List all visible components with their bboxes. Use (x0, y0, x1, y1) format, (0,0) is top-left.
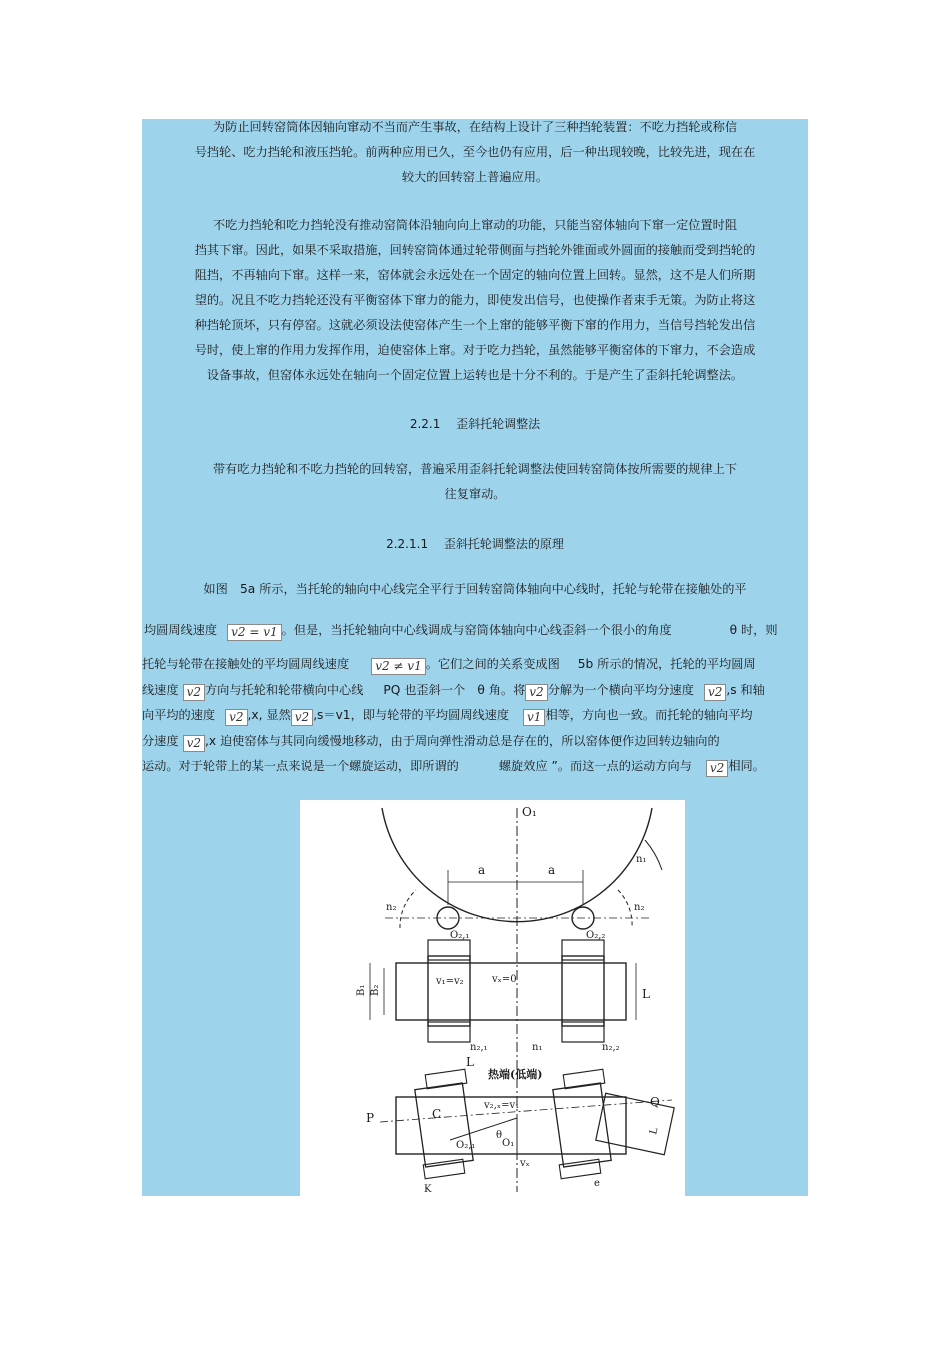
label-b2: B₂ (370, 984, 381, 996)
label-n21: n₂,₁ (470, 1042, 488, 1053)
rotation-arrow-right (618, 890, 632, 928)
text-segment: ,s＝v1，即与轮带的平均圆周线速度 (313, 708, 510, 722)
text-segment: 均圆周线速度 (144, 623, 218, 637)
paragraph-1-line-3: 较大的回转窑上普遍应用。 (401, 170, 549, 184)
paragraph-4-line-3 (142, 656, 756, 675)
rotation-arrow-left (400, 890, 416, 928)
label-c: C (432, 1107, 442, 1121)
label-e: e (594, 1178, 600, 1189)
label-o1-b: O₁ (502, 1138, 515, 1149)
paragraph-2-line-6: 号时，使上窜的作用力发挥作用，迫使窑体上窜。对于吃力挡轮，虽然能够平衡窑体的下窜力，不会造成 (194, 343, 756, 357)
formula-v2: v2 (291, 709, 313, 726)
label-l-right: L (642, 987, 650, 1001)
pq-line (380, 1100, 672, 1122)
roller-body-right (562, 956, 604, 1026)
text-segment: 相同。 (728, 759, 765, 773)
label-a-left: a (478, 863, 486, 877)
text-segment: 方向与托轮和轮带横向中心线 (204, 683, 364, 697)
label-o22: O₂,₂ (586, 930, 606, 941)
label-n1-mid: n₁ (532, 1042, 543, 1053)
formula-v2: v2 (704, 684, 726, 701)
label-v1-equals-v2: v₁=v₂ (436, 976, 464, 987)
label-n2-right: n₂ (634, 902, 645, 913)
formula-v2: v2 (706, 760, 728, 777)
text-segment: ,x 迫使窑体与其同向缓慢地移动，由于周向弹性滑动总是存在的，所以窑体便作边回转边轴向的 (204, 734, 720, 748)
figure-5-skewed-roller-diagram (300, 800, 685, 1196)
text-segment: 运动。对于轮带上的某一点来说是一个螺旋运动，即所谓的 (142, 759, 459, 773)
paragraph-1-line-1: 为防止回转窑筒体因轴向窜动不当而产生事故，在结构上设计了三种挡轮装置：不吃力挡轮或称信 (212, 120, 738, 134)
label-v2x-v1: v₂,ₓ=v₁ (484, 1100, 520, 1111)
rotation-arrow-kiln (645, 840, 662, 870)
roller-body-left (428, 956, 470, 1026)
text-segment: 分速度 (142, 734, 179, 748)
formula-v2: v2 (183, 735, 205, 752)
formula-v1: v1 (523, 709, 545, 726)
text-segment: 5b 所示的情况，托轮的平均圆周 (577, 657, 756, 671)
section-heading-2-2-1-1: 2.2.1.1 歪斜托轮调整法的原理 (386, 537, 564, 551)
section-heading-2-2-1: 2.2.1 歪斜托轮调整法 (409, 417, 541, 431)
text-segment: 相等，方向也一致。而托轮的轴向平均 (545, 708, 753, 722)
label-p: P (366, 1111, 375, 1125)
label-vx-zero: vₓ=0 (492, 974, 517, 985)
text-segment: 。它们之间的关系变成图 (425, 657, 560, 671)
figure-svg (300, 800, 685, 1196)
text-segment: 螺旋效应 ”。而这一点的运动方向与 (498, 759, 692, 773)
paragraph-2-line-1: 不吃力挡轮和吃力挡轮没有推动窑筒体沿轴向向上窜动的功能，只能当窑体轴向下窜一定位置时阻 (212, 218, 738, 232)
label-a-right: a (548, 863, 556, 877)
formula-v2-equals-v1: v2 = v1 (227, 624, 282, 641)
label-n2-left: n₂ (386, 902, 397, 913)
paragraph-3-line-1: 带有吃力挡轮和不吃力挡轮的回转窑，普遍采用歪斜托轮调整法使回转窑筒体按所需要的规律上下 (212, 462, 738, 476)
paragraph-2-line-3: 阻挡，不再轴向下窜。这样一来，窑体就会永远处在一个固定的轴向位置上回转。显然，这不是人们所期 (194, 268, 756, 282)
paragraph-2-line-7: 设备事故，但窑体永远处在轴向一个固定位置上运转也是十分不利的。于是产生了歪斜托轮调整法。 (206, 368, 744, 382)
text-segment: 托轮与轮带在接触处的平均圆周线速度 (142, 657, 350, 671)
formula-v2-not-equal-v1: v2 ≠ v1 (371, 658, 426, 675)
formula-v2: v2 (183, 684, 205, 701)
label-n22: n₂,₂ (602, 1042, 620, 1053)
tyre-outline (396, 963, 626, 1020)
label-n1-top: n₁ (636, 854, 647, 865)
label-o1: O₁ (522, 805, 537, 819)
text-segment: ,s 和轴 (726, 683, 765, 697)
paragraph-2-line-2: 挡其下窜。因此，如果不采取措施，回转窑筒体通过轮带侧面与挡轮外锥面或外圆面的接触而受到挡轮的 (194, 243, 756, 257)
text-segment: 向平均的速度 (142, 708, 216, 722)
formula-v2: v2 (225, 709, 247, 726)
paragraph-4-line-4 (142, 682, 765, 701)
label-b1: B₁ (356, 984, 367, 996)
text-segment: ,x, 显然 (247, 708, 291, 722)
paragraph-2-line-5: 种挡轮顶坏，只有停窑。这就必须设法使窑体产生一个上窜的能够平衡下窜的作用力，当信号挡轮发出信 (194, 318, 756, 332)
formula-v2: v2 (525, 684, 547, 701)
label-theta: θ (496, 1130, 503, 1141)
paragraph-2-line-4: 望的。况且不吃力挡轮还没有平衡窑体下窜力的能力，即使发出信号，也使操作者束手无策。为防止将这 (194, 293, 756, 307)
text-segment: PQ 也歪斜一个 θ 角。将 (383, 683, 526, 697)
label-o21-b: O₂,₁ (456, 1140, 476, 1151)
text-segment: 。但是，当托轮轴向中心线调成与窑筒体轴向中心线歪斜一个很小的角度 (281, 623, 672, 637)
paragraph-4-line-7 (142, 758, 765, 777)
label-o21: O₂,₁ (450, 930, 470, 941)
paragraph-1-line-2: 号挡轮、吃力挡轮和液压挡轮。前两种应用已久，至今也仍有应用，后一种出现较晚，比较先进，现在在 (194, 145, 756, 159)
label-l-slant: L (648, 1126, 661, 1136)
label-q: Q (650, 1095, 660, 1109)
text-segment: 分解为一个横向平均分速度 (547, 683, 694, 697)
skewed-section (596, 1093, 674, 1155)
text-segment: θ 时，则 (729, 623, 778, 637)
label-vx: vₓ (520, 1158, 530, 1169)
velocity-vector (450, 1118, 517, 1140)
label-k: K (424, 1184, 432, 1195)
text-segment: 线速度 (142, 683, 179, 697)
paragraph-4-line-1: 如图 5a 所示，当托轮的轴向中心线完全平行于回转窑筒体轴向中心线时，托轮与轮带在接触处的平 (203, 582, 747, 596)
paragraph-4-line-5 (142, 707, 753, 726)
label-hot-end: 热端(低端) (488, 1068, 543, 1081)
paragraph-3-line-2: 往复窜动。 (444, 487, 506, 501)
label-l-mid: L (466, 1055, 474, 1069)
paragraph-4-line-6 (142, 733, 720, 752)
paragraph-4-line-2 (144, 622, 778, 641)
